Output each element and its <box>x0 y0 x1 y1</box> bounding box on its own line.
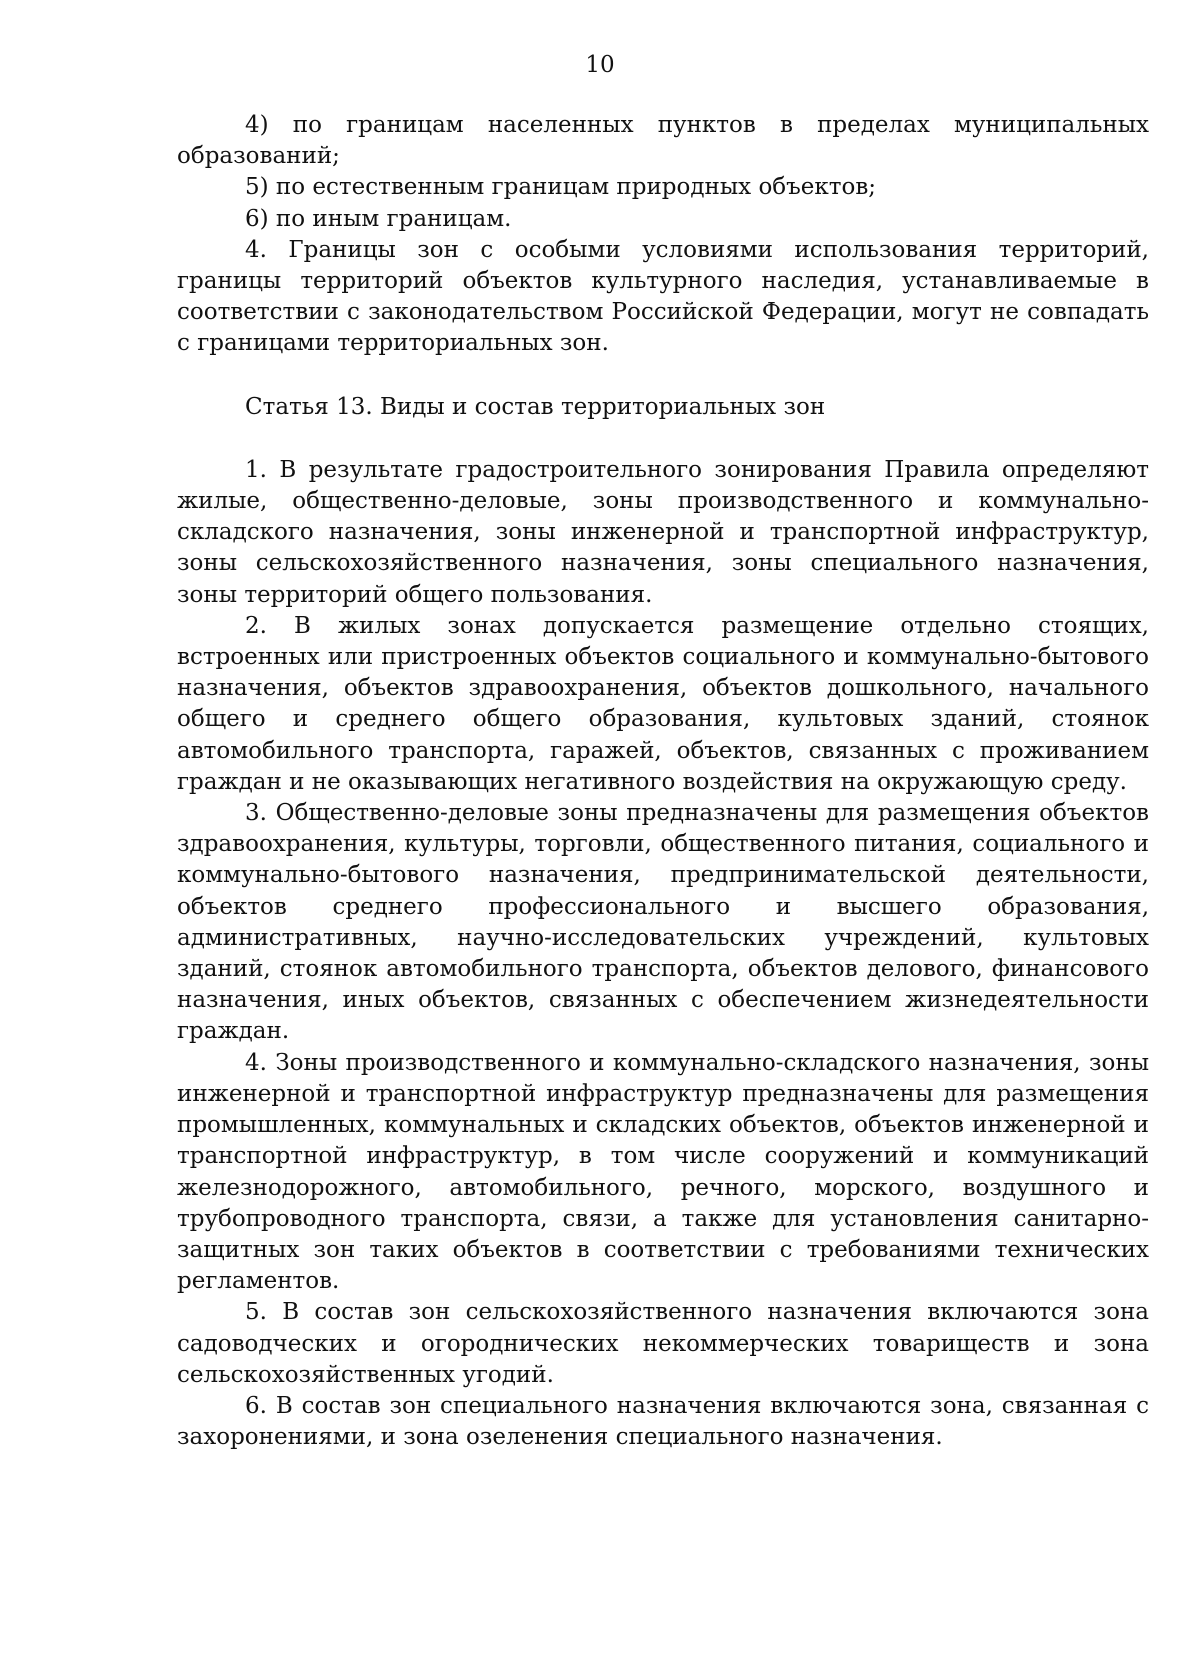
paragraph-list-item-4: 4) по границам населенных пунктов в пределах муниципальных образований; <box>177 112 1149 170</box>
paragraph-boundaries-clause-4: 4. Границы зон с особыми условиями использования территорий, границы территорий объектов культурного наследия, устанавливаемые в соответствии с законодательством Российской Федерации, могут не совпадать с границами территориальных зон. <box>177 236 1149 357</box>
paragraph-article-13-clause-5: 5. В состав зон сельскохозяйственного назначения включаются зона садоводческих и огороднических некоммерческих товариществ и зона сельскохозяйственных угодий. <box>177 1299 1149 1388</box>
document-body <box>177 110 1149 1453</box>
paragraph-article-13-clause-3: 3. Общественно-деловые зоны предназначены для размещения объектов здравоохранения, культуры, торговли, общественного питания, социального и коммунально-бытового назначения, предпринимательской деятельности, объектов среднего профессионального и высшего образования, административных, научно-исследовательских учреждений, культовых зданий, стоянок автомобильного транспорта, объектов делового, финансового назначения, иных объектов, связанных с обеспечением жизнедеятельности граждан. <box>177 800 1149 1045</box>
paragraph-article-13-clause-1: 1. В результате градостроительного зонирования Правила определяют жилые, общественно-деловые, зоны производственного и коммунально-складского назначения, зоны инженерной и транспортной инфраструктур, зоны сельскохозяйственного назначения, зоны специального назначения, зоны территорий общего пользования. <box>177 456 1149 608</box>
article-heading: Статья 13. Виды и состав территориальных зон <box>245 393 826 420</box>
paragraph-list-item-5: 5) по естественным границам природных объектов; <box>245 174 877 201</box>
paragraph-list-item-6: 6) по иным границам. <box>245 205 512 232</box>
page-number: 10 <box>585 52 615 78</box>
paragraph-article-13-clause-6: 6. В состав зон специального назначения включаются зона, связанная с захоронениями, и зона озеленения специального назначения. <box>177 1392 1149 1451</box>
paragraph-article-13-clause-2: 2. В жилых зонах допускается размещение отдельно стоящих, встроенных или пристроенных объектов социального и коммунально-бытового назначения, объектов здравоохранения, объектов дошкольного, начального общего и среднего общего образования, культовых зданий, стоянок автомобильного транспорта, гаражей, объектов, связанных с проживанием граждан и не оказывающих негативного воздействия на окружающую среду. <box>177 612 1149 795</box>
paragraph-article-13-clause-4: 4. Зоны производственного и коммунально-складского назначения, зоны инженерной и транспортной инфраструктур предназначены для размещения промышленных, коммунальных и складских объектов, объектов инженерной и транспортной инфраструктур, в том числе сооружений и коммуникаций железнодорожного, автомобильного, речного, морского, воздушного и трубопроводного транспорта, связи, а также для установления санитарно-защитных зон таких объектов в соответствии с требованиями технических регламентов. <box>177 1049 1149 1295</box>
